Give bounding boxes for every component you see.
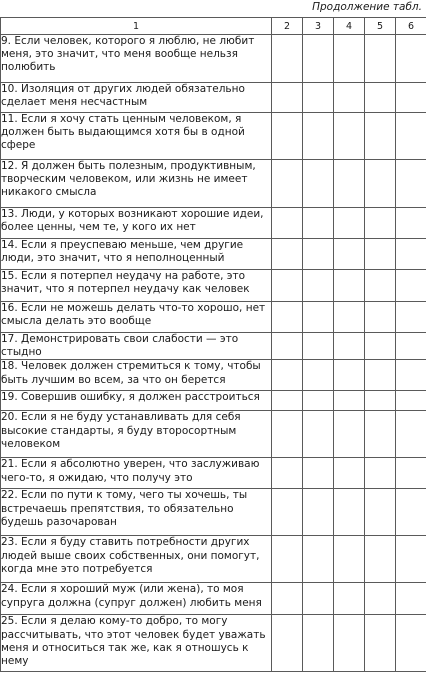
answer-cell-col-2[interactable] (272, 391, 303, 411)
answer-cell-col-3[interactable] (303, 360, 334, 391)
answer-cell-col-4[interactable] (334, 302, 365, 333)
answer-cell-col-4[interactable] (334, 360, 365, 391)
statement-cell: 16. Если не можешь делать что-то хорошо, нет смысла делать это вообще (1, 302, 272, 333)
answer-cell-col-5[interactable] (365, 160, 396, 208)
answer-cell-col-4[interactable] (334, 113, 365, 160)
table-row (1, 333, 426, 360)
answer-cell-col-2[interactable] (272, 239, 303, 270)
answer-cell-col-3[interactable] (303, 458, 334, 489)
answer-cell-col-5[interactable] (365, 583, 396, 615)
answer-cell-col-2[interactable] (272, 113, 303, 160)
header-cell-5: 5 (365, 18, 396, 35)
answer-cell-col-6[interactable] (396, 113, 426, 160)
answer-cell-col-2[interactable] (272, 83, 303, 113)
answer-cell-col-6[interactable] (396, 489, 426, 536)
answer-cell-col-4[interactable] (334, 160, 365, 208)
table-row (1, 239, 426, 270)
table-row (1, 302, 426, 333)
answer-cell-col-5[interactable] (365, 113, 396, 160)
answer-cell-col-3[interactable] (303, 160, 334, 208)
table-continuation-caption: Продолжение табл. (312, 1, 422, 13)
table-row (1, 160, 426, 208)
statement-cell: 9. Если человек, которого я люблю, не любит меня, это значит, что меня вообще нельзя полюбить (1, 35, 272, 83)
answer-cell-col-4[interactable] (334, 239, 365, 270)
answer-cell-col-4[interactable] (334, 333, 365, 360)
answer-cell-col-3[interactable] (303, 239, 334, 270)
statement-cell: 21. Если я абсолютно уверен, что заслуживаю чего-то, я ожидаю, что получу это (1, 458, 272, 489)
answer-cell-col-5[interactable] (365, 208, 396, 239)
answer-cell-col-5[interactable] (365, 360, 396, 391)
answer-cell-col-6[interactable] (396, 615, 426, 672)
statement-cell: 12. Я должен быть полезным, продуктивным, творческим человеком, или жизнь не имеет никакого смысла (1, 160, 272, 208)
statement-cell: 24. Если я хороший муж (или жена), то моя супруга должна (супруг должен) любить меня (1, 583, 272, 615)
table-row (1, 113, 426, 160)
header-cell-1: 1 (1, 18, 272, 35)
answer-cell-col-5[interactable] (365, 333, 396, 360)
header-cell-4: 4 (334, 18, 365, 35)
answer-cell-col-3[interactable] (303, 391, 334, 411)
statement-cell: 18. Человек должен стремиться к тому, чтобы быть лучшим во всем, за что он берется (1, 360, 272, 391)
header-cell-3: 3 (303, 18, 334, 35)
answer-cell-col-4[interactable] (334, 489, 365, 536)
answer-cell-col-6[interactable] (396, 83, 426, 113)
answer-cell-col-6[interactable] (396, 360, 426, 391)
answer-cell-col-3[interactable] (303, 208, 334, 239)
answer-cell-col-3[interactable] (303, 489, 334, 536)
answer-cell-col-3[interactable] (303, 615, 334, 672)
answer-cell-col-6[interactable] (396, 35, 426, 83)
answer-cell-col-5[interactable] (365, 83, 396, 113)
answer-cell-col-4[interactable] (334, 270, 365, 302)
answer-cell-col-6[interactable] (396, 270, 426, 302)
answer-cell-col-4[interactable] (334, 458, 365, 489)
answer-cell-col-6[interactable] (396, 458, 426, 489)
answer-cell-col-2[interactable] (272, 208, 303, 239)
answer-cell-col-5[interactable] (365, 411, 396, 458)
answer-cell-col-3[interactable] (303, 536, 334, 583)
answer-cell-col-2[interactable] (272, 489, 303, 536)
table-row (1, 35, 426, 83)
answer-cell-col-6[interactable] (396, 411, 426, 458)
answer-cell-col-2[interactable] (272, 160, 303, 208)
answer-cell-col-3[interactable] (303, 583, 334, 615)
answer-cell-col-2[interactable] (272, 536, 303, 583)
table-row (1, 583, 426, 615)
statement-cell: 25. Если я делаю кому-то добро, то могу рассчитывать, что этот человек будет уважать меня и относиться так же, как я отношусь к нему (1, 615, 272, 672)
table-row (1, 458, 426, 489)
answer-cell-col-4[interactable] (334, 583, 365, 615)
answer-cell-col-6[interactable] (396, 302, 426, 333)
statement-cell: 22. Если по пути к тому, чего ты хочешь, ты встречаешь препятствия, то обязательно будешь разочарован (1, 489, 272, 536)
answer-cell-col-6[interactable] (396, 583, 426, 615)
answer-cell-col-4[interactable] (334, 208, 365, 239)
answer-cell-col-2[interactable] (272, 35, 303, 83)
answer-cell-col-4[interactable] (334, 83, 365, 113)
answer-cell-col-5[interactable] (365, 458, 396, 489)
answer-cell-col-2[interactable] (272, 302, 303, 333)
answer-cell-col-2[interactable] (272, 360, 303, 391)
answer-cell-col-2[interactable] (272, 458, 303, 489)
answer-cell-col-3[interactable] (303, 113, 334, 160)
statement-cell: 10. Изоляция от других людей обязательно сделает меня несчастным (1, 83, 272, 113)
answer-cell-col-3[interactable] (303, 270, 334, 302)
table-row (1, 536, 426, 583)
answer-cell-col-6[interactable] (396, 391, 426, 411)
answer-cell-col-5[interactable] (365, 35, 396, 83)
table-body (1, 35, 426, 672)
answer-cell-col-5[interactable] (365, 302, 396, 333)
answer-cell-col-6[interactable] (396, 536, 426, 583)
answer-cell-col-5[interactable] (365, 615, 396, 672)
statement-cell: 20. Если я не буду устанавливать для себя высокие стандарты, я буду второсортным человеком (1, 411, 272, 458)
table-row (1, 615, 426, 672)
answer-cell-col-5[interactable] (365, 270, 396, 302)
table-row (1, 83, 426, 113)
answer-cell-col-3[interactable] (303, 83, 334, 113)
answer-cell-col-3[interactable] (303, 411, 334, 458)
answer-cell-col-4[interactable] (334, 536, 365, 583)
statement-cell: 13. Люди, у которых возникают хорошие идеи, более ценны, чем те, у кого их нет (1, 208, 272, 239)
answer-cell-col-6[interactable] (396, 160, 426, 208)
header-cell-6: 6 (396, 18, 426, 35)
header-row (1, 18, 426, 35)
statement-cell: 23. Если я буду ставить потребности других людей выше своих собственных, они помогут, когда мне это потребуется (1, 536, 272, 583)
table-row (1, 411, 426, 458)
table-row (1, 391, 426, 411)
answer-cell-col-5[interactable] (365, 489, 396, 536)
table-row (1, 360, 426, 391)
statement-cell: 11. Если я хочу стать ценным человеком, я должен быть выдающимся хотя бы в одной сфере (1, 113, 272, 160)
statement-cell: 19. Совершив ошибку, я должен расстроиться (1, 391, 272, 411)
answer-cell-col-5[interactable] (365, 239, 396, 270)
answer-cell-col-2[interactable] (272, 333, 303, 360)
table-row (1, 489, 426, 536)
table-row (1, 208, 426, 239)
questionnaire-table (0, 17, 426, 672)
table-row (1, 270, 426, 302)
answer-cell-col-5[interactable] (365, 536, 396, 583)
answer-cell-col-3[interactable] (303, 35, 334, 83)
answer-cell-col-6[interactable] (396, 333, 426, 360)
answer-cell-col-6[interactable] (396, 239, 426, 270)
statement-cell: 17. Демонстрировать свои слабости — это стыдно (1, 333, 272, 360)
answer-cell-col-2[interactable] (272, 583, 303, 615)
answer-cell-col-4[interactable] (334, 615, 365, 672)
answer-cell-col-4[interactable] (334, 411, 365, 458)
answer-cell-col-5[interactable] (365, 391, 396, 411)
answer-cell-col-2[interactable] (272, 270, 303, 302)
answer-cell-col-3[interactable] (303, 333, 334, 360)
answer-cell-col-2[interactable] (272, 615, 303, 672)
answer-cell-col-4[interactable] (334, 35, 365, 83)
statement-cell: 14. Если я преуспеваю меньше, чем другие люди, это значит, что я неполноценный (1, 239, 272, 270)
answer-cell-col-6[interactable] (396, 208, 426, 239)
statement-cell: 15. Если я потерпел неудачу на работе, это значит, что я потерпел неудачу как человек (1, 270, 272, 302)
header-cell-2: 2 (272, 18, 303, 35)
answer-cell-col-2[interactable] (272, 411, 303, 458)
answer-cell-col-3[interactable] (303, 302, 334, 333)
answer-cell-col-4[interactable] (334, 391, 365, 411)
